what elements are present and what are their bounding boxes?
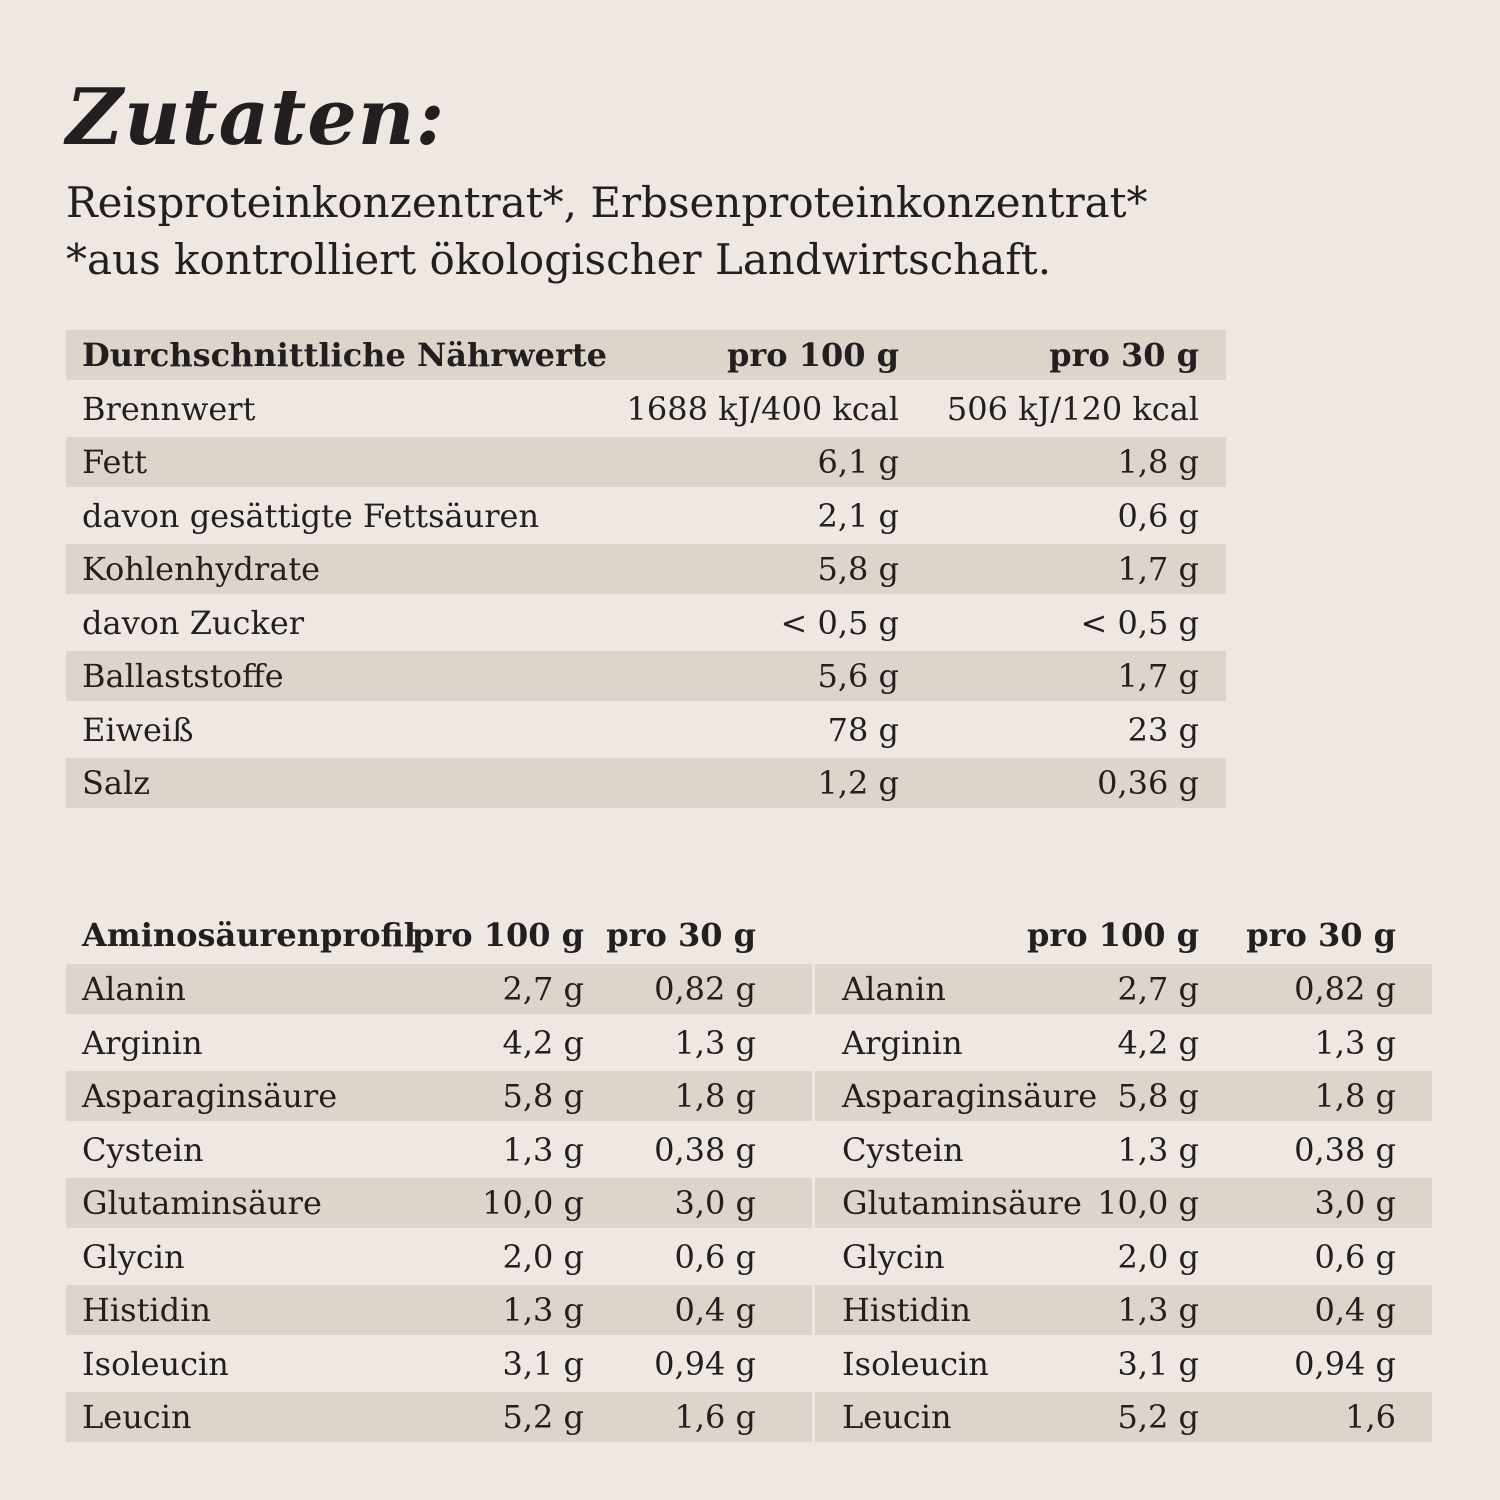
nutrient-per100: < 0,5 g — [780, 603, 899, 642]
amino-per100: 3,1 g — [502, 1344, 584, 1383]
nutrient-name: Brennwert — [82, 389, 256, 428]
amino-name: Cystein — [842, 1130, 964, 1169]
amino-row — [66, 964, 812, 1014]
amino-row — [66, 1232, 812, 1282]
amino-per30: 1,6 g — [674, 1398, 756, 1436]
amino-name: Arginin — [842, 1023, 963, 1062]
nutrient-per100: 6,1 g — [817, 443, 899, 481]
amino-per100: 1,3 g — [502, 1130, 584, 1169]
amino-per100: 2,7 g — [1117, 970, 1199, 1008]
amino-per30: 0,38 g — [1294, 1130, 1396, 1169]
amino-header-per100: pro 100 g — [411, 916, 584, 954]
amino-name: Glycin — [82, 1237, 185, 1276]
amino-per100: 2,0 g — [1117, 1237, 1199, 1276]
amino-per30: 1,8 g — [1314, 1077, 1396, 1115]
amino-per30: 0,94 g — [654, 1344, 756, 1383]
nutrient-name: davon gesättigte Fettsäuren — [82, 496, 540, 535]
amino-per30: 0,94 g — [1294, 1344, 1396, 1383]
amino-per100: 4,2 g — [502, 1023, 584, 1062]
amino-row — [66, 1178, 812, 1228]
amino-name: Isoleucin — [82, 1344, 229, 1383]
amino-name: Cystein — [82, 1130, 204, 1169]
ingredients-text — [66, 174, 1148, 288]
amino-per30: 0,4 g — [1314, 1291, 1396, 1329]
nutrient-per100: 78 g — [827, 710, 899, 749]
nutrition-row — [66, 437, 1226, 487]
nutrient-per100: 1,2 g — [817, 764, 899, 802]
nutrition-header-label: Durchschnittliche Nährwerte — [82, 336, 607, 374]
amino-per30: 0,82 g — [654, 970, 756, 1008]
nutrition-row — [66, 651, 1226, 701]
amino-name: Asparaginsäure — [82, 1077, 338, 1115]
nutrient-per30: 506 kJ/120 kcal — [946, 389, 1199, 428]
amino-row — [66, 1125, 812, 1175]
amino-name: Arginin — [82, 1023, 203, 1062]
nutrition-row — [66, 544, 1226, 594]
amino-per30: 0,6 g — [674, 1237, 756, 1276]
amino-name: Glutaminsäure — [842, 1184, 1082, 1222]
amino-per30: 1,6 — [1345, 1398, 1396, 1436]
amino-per30: 0,38 g — [654, 1130, 756, 1169]
nutrient-per100: 5,8 g — [817, 550, 899, 588]
amino-per100: 10,0 g — [1097, 1184, 1199, 1222]
amino-name: Leucin — [82, 1398, 192, 1436]
nutrition-row — [66, 384, 1226, 434]
amino-header-per100: pro 100 g — [1026, 916, 1199, 954]
page-title: Zutaten: — [66, 72, 446, 163]
nutrition-header-per30: pro 30 g — [1049, 336, 1199, 374]
amino-row — [66, 1071, 812, 1121]
nutrient-per100: 5,6 g — [817, 657, 899, 695]
amino-name: Isoleucin — [842, 1344, 989, 1383]
amino-row — [815, 1125, 1432, 1175]
ingredients-line: Reisproteinkonzentrat*, Erbsenproteinkonzentrat* — [66, 178, 1148, 227]
amino-name: Asparaginsäure — [842, 1077, 1098, 1115]
nutrient-per30: 1,8 g — [1117, 443, 1199, 481]
amino-row — [66, 1018, 812, 1068]
amino-row — [815, 1178, 1432, 1228]
nutrient-name: Kohlenhydrate — [82, 550, 321, 588]
nutrition-row — [66, 491, 1226, 541]
amino-per30: 0,82 g — [1294, 970, 1396, 1008]
nutrient-per30: 0,36 g — [1097, 764, 1199, 802]
amino-per30: 1,8 g — [674, 1077, 756, 1115]
nutrient-per100: 2,1 g — [817, 496, 899, 535]
amino-per100: 5,2 g — [502, 1398, 584, 1436]
nutrition-row — [66, 705, 1226, 755]
nutrient-name: Fett — [82, 443, 148, 481]
amino-per30: 1,3 g — [674, 1023, 756, 1062]
amino-row — [815, 1285, 1432, 1335]
amino-name: Histidin — [842, 1291, 971, 1329]
amino-per100: 5,8 g — [1117, 1077, 1199, 1115]
nutrient-per30: 1,7 g — [1117, 657, 1199, 695]
nutrient-per30: 23 g — [1127, 710, 1199, 749]
nutrition-header-row — [66, 330, 1226, 380]
amino-row — [815, 1018, 1432, 1068]
nutrition-header-per100: pro 100 g — [726, 336, 899, 374]
amino-per100: 2,0 g — [502, 1237, 584, 1276]
amino-per30: 0,4 g — [674, 1291, 756, 1329]
amino-name: Alanin — [842, 970, 946, 1008]
amino-row — [66, 1285, 812, 1335]
amino-per100: 2,7 g — [502, 970, 584, 1008]
nutrition-row — [66, 758, 1226, 808]
amino-per100: 10,0 g — [482, 1184, 584, 1222]
amino-header-label: Aminosäurenprofil — [82, 916, 416, 954]
amino-per100: 1,3 g — [1117, 1130, 1199, 1169]
amino-per30: 3,0 g — [674, 1184, 756, 1222]
amino-row — [815, 1392, 1432, 1442]
amino-per100: 3,1 g — [1117, 1344, 1199, 1383]
nutrient-per100: 1688 kJ/400 kcal — [626, 389, 899, 428]
amino-header-per30: pro 30 g — [606, 916, 756, 954]
nutrient-name: davon Zucker — [82, 603, 305, 642]
nutrient-name: Salz — [82, 764, 151, 802]
amino-header-left — [66, 910, 812, 960]
nutrient-per30: < 0,5 g — [1080, 603, 1199, 642]
amino-row — [66, 1339, 812, 1389]
amino-per30: 1,3 g — [1314, 1023, 1396, 1062]
amino-row — [66, 1392, 812, 1442]
nutrient-name: Ballaststoffe — [82, 657, 284, 695]
amino-row — [815, 1339, 1432, 1389]
amino-per30: 3,0 g — [1314, 1184, 1396, 1222]
amino-row — [815, 1071, 1432, 1121]
amino-per100: 4,2 g — [1117, 1023, 1199, 1062]
amino-per100: 1,3 g — [502, 1291, 584, 1329]
amino-name: Glutaminsäure — [82, 1184, 322, 1222]
amino-header-right — [815, 910, 1432, 960]
nutrient-per30: 1,7 g — [1117, 550, 1199, 588]
amino-per100: 1,3 g — [1117, 1291, 1199, 1329]
amino-per100: 5,2 g — [1117, 1398, 1199, 1436]
amino-name: Leucin — [842, 1398, 952, 1436]
amino-per100: 5,8 g — [502, 1077, 584, 1115]
amino-row — [815, 1232, 1432, 1282]
nutrition-row — [66, 598, 1226, 648]
amino-row — [815, 964, 1432, 1014]
amino-name: Histidin — [82, 1291, 211, 1329]
amino-name: Alanin — [82, 970, 186, 1008]
nutrient-per30: 0,6 g — [1117, 496, 1199, 535]
amino-per30: 0,6 g — [1314, 1237, 1396, 1276]
ingredients-footnote: *aus kontrolliert ökologischer Landwirtschaft. — [66, 235, 1052, 284]
amino-header-per30: pro 30 g — [1246, 916, 1396, 954]
amino-name: Glycin — [842, 1237, 945, 1276]
nutrient-name: Eiweiß — [82, 710, 194, 749]
